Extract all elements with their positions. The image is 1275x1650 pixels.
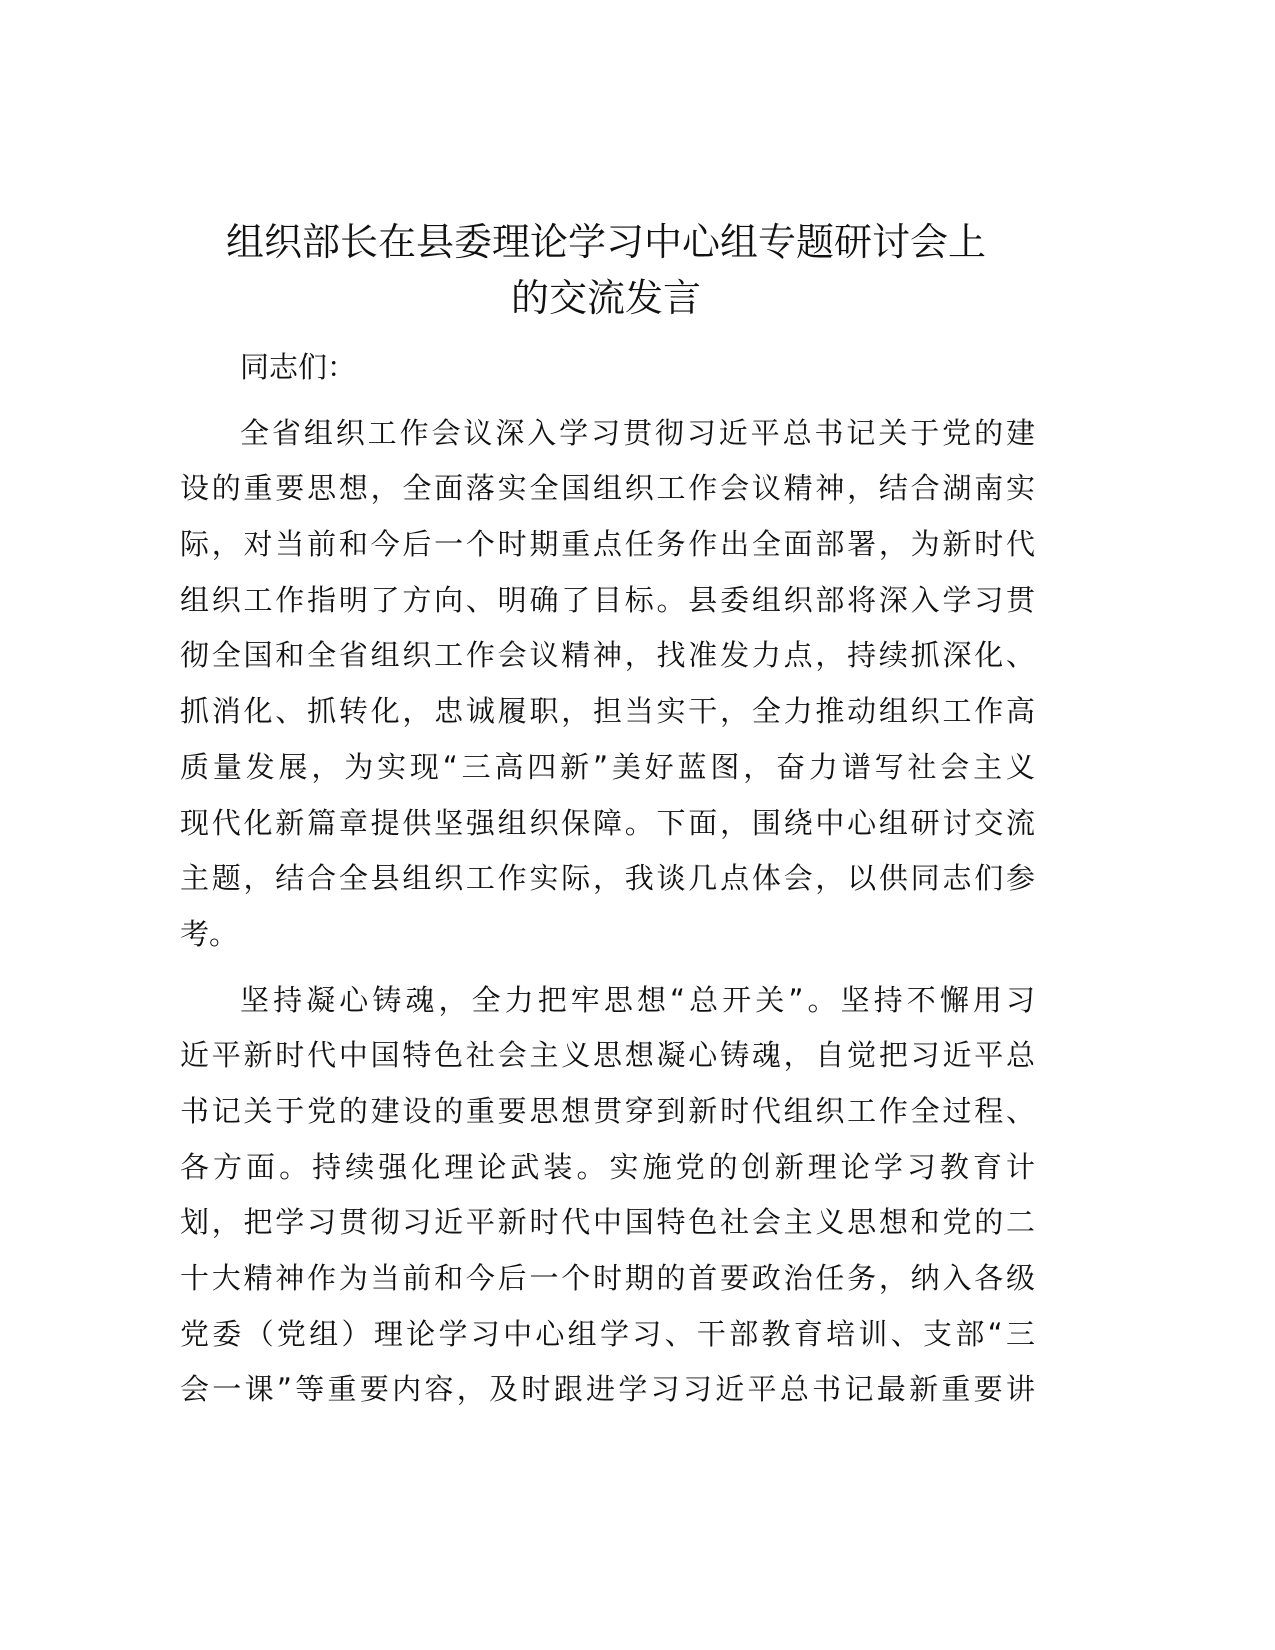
paragraph [180, 973, 1035, 1419]
text-line: 组织工作指明了方向、明确了目标。县委组织部将深入学习贯 [180, 582, 1035, 617]
text-line: 考。 [180, 916, 239, 951]
title-line: 组织部长在县委理论学习中心组专题研讨会上 [225, 220, 986, 264]
text-line: 各方面。持续强化理论武装。实施党的创新理论学习教育计 [180, 1149, 1035, 1184]
text-line: 书记关于党的建设的重要思想贯穿到新时代组织工作全过程、 [180, 1093, 1035, 1128]
text-line: 划，把学习贯彻习近平新时代中国特色社会主义思想和党的二 [180, 1205, 1035, 1240]
text-line: 际，对当前和今后一个时期重点任务作出全面部署，为新时代 [180, 527, 1035, 562]
paragraph [180, 406, 1035, 963]
salutation [180, 340, 1035, 396]
text-line: 主题，结合全县组织工作实际，我谈几点体会，以供同志们参 [180, 861, 1035, 896]
text-line: 彻全国和全省组织工作会议精神，找准发力点，持续抓深化、 [180, 638, 1035, 673]
title-line: 的交流发言 [510, 276, 701, 320]
text-line: 十大精神作为当前和今后一个时期的首要政治任务，纳入各级 [180, 1261, 1035, 1295]
document-title [150, 214, 1062, 326]
text-line: 近平新时代中国特色社会主义思想凝心铸魂，自觉把习近平总 [180, 1038, 1035, 1073]
text-line: 同志们： [240, 350, 357, 384]
text-line: 党委（党组）理论学习中心组学习、干部教育培训、支部“三 [180, 1316, 1035, 1351]
text-line: 抓消化、抓转化，忠诚履职，担当实干，全力推动组织工作高 [180, 694, 1035, 729]
text-line: 质量发展，为实现“三高四新”美好蓝图，奋力谱写社会主义 [180, 749, 1035, 784]
text-line: 会一课”等重要内容，及时跟进学习习近平总书记最新重要讲 [180, 1372, 1035, 1407]
text-line: 设的重要思想，全面落实全国组织工作会议精神，结合湖南实 [180, 471, 1035, 506]
document-body [180, 340, 1035, 1428]
text-line: 全省组织工作会议深入学习贯彻习近平总书记关于党的建 [240, 415, 1035, 450]
text-line: 坚持凝心铸魂，全力把牢思想“总开关”。坚持不懈用习 [240, 982, 1035, 1017]
text-line: 现代化新篇章提供坚强组织保障。下面，围绕中心组研讨交流 [180, 805, 1035, 840]
